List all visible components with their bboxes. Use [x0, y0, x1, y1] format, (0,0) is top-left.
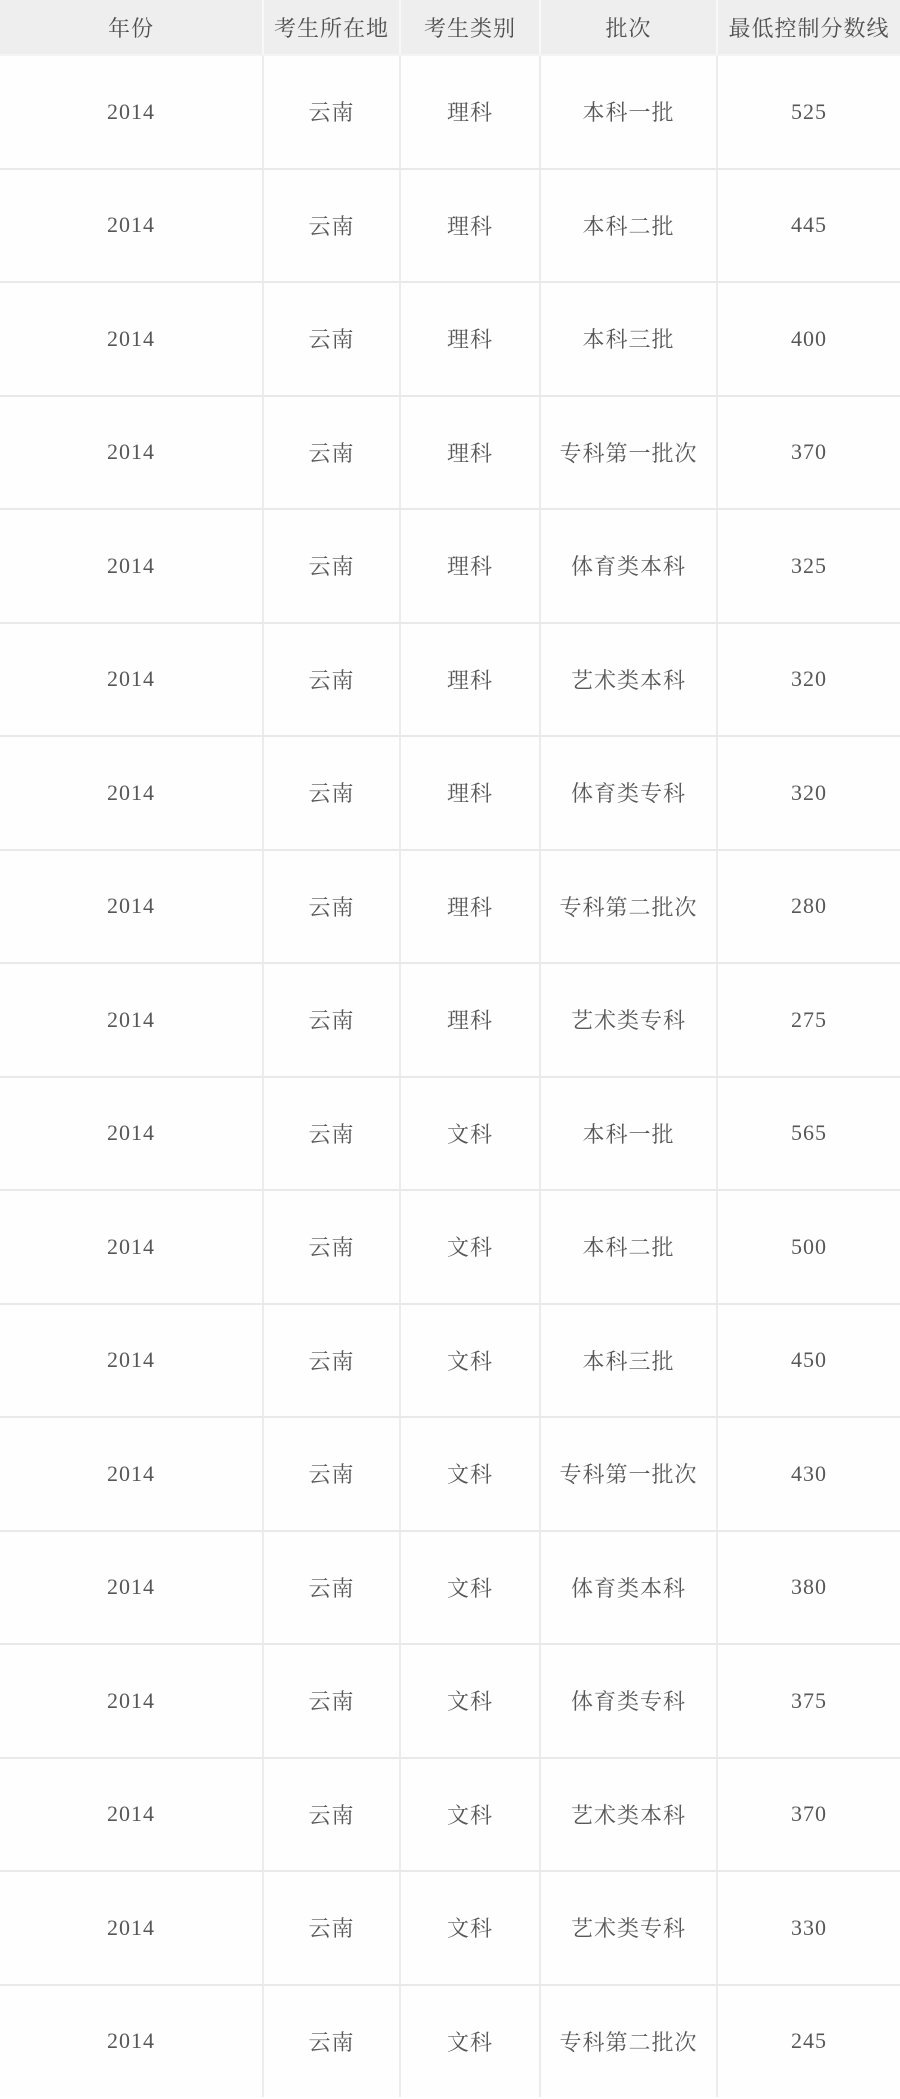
cell-score: 375 [717, 1644, 900, 1758]
table-row [0, 1531, 900, 1645]
cell-category: 理科 [400, 396, 540, 510]
cell-year: 2014 [0, 1871, 263, 1985]
cell-batch: 本科三批 [540, 1304, 717, 1418]
cell-year: 2014 [0, 55, 263, 169]
cell-region: 云南 [263, 509, 400, 623]
cell-region: 云南 [263, 396, 400, 510]
cell-batch: 本科二批 [540, 1190, 717, 1304]
cell-region: 云南 [263, 850, 400, 964]
cell-region: 云南 [263, 1304, 400, 1418]
cell-score: 450 [717, 1304, 900, 1418]
cell-category: 文科 [400, 1644, 540, 1758]
header-cell-batch: 批次 [540, 0, 717, 55]
cell-score: 280 [717, 850, 900, 964]
cell-score: 565 [717, 1077, 900, 1191]
cell-year: 2014 [0, 282, 263, 396]
table-row [0, 396, 900, 510]
table-row [0, 1644, 900, 1758]
cell-region: 云南 [263, 1077, 400, 1191]
table-row [0, 1190, 900, 1304]
cell-score: 400 [717, 282, 900, 396]
header-cell-region: 考生所在地 [263, 0, 400, 55]
cell-category: 文科 [400, 1077, 540, 1191]
table-row [0, 169, 900, 283]
table-row [0, 1985, 900, 2098]
cell-batch: 艺术类本科 [540, 623, 717, 737]
cell-year: 2014 [0, 1531, 263, 1645]
header-cell-category: 考生类别 [400, 0, 540, 55]
table-row [0, 55, 900, 169]
header-row [0, 0, 900, 55]
cell-category: 文科 [400, 1871, 540, 1985]
cell-category: 理科 [400, 736, 540, 850]
table-row [0, 736, 900, 850]
table-row [0, 1871, 900, 1985]
cell-year: 2014 [0, 623, 263, 737]
cell-year: 2014 [0, 1644, 263, 1758]
cell-year: 2014 [0, 963, 263, 1077]
cell-score: 500 [717, 1190, 900, 1304]
table-row [0, 1304, 900, 1418]
header-cell-score: 最低控制分数线 [717, 0, 900, 55]
cell-year: 2014 [0, 169, 263, 283]
cell-score: 245 [717, 1985, 900, 2098]
cell-region: 云南 [263, 736, 400, 850]
cell-score: 325 [717, 509, 900, 623]
cell-batch: 专科第二批次 [540, 850, 717, 964]
cell-batch: 本科二批 [540, 169, 717, 283]
table-row [0, 1758, 900, 1872]
table-row [0, 1417, 900, 1531]
cell-category: 理科 [400, 55, 540, 169]
cell-region: 云南 [263, 55, 400, 169]
cell-score: 330 [717, 1871, 900, 1985]
cell-region: 云南 [263, 1758, 400, 1872]
header-cell-year: 年份 [0, 0, 263, 55]
cell-score: 525 [717, 55, 900, 169]
cell-category: 文科 [400, 1304, 540, 1418]
cell-batch: 专科第一批次 [540, 396, 717, 510]
cell-batch: 体育类专科 [540, 736, 717, 850]
cell-category: 文科 [400, 1531, 540, 1645]
cell-category: 文科 [400, 1417, 540, 1531]
cell-region: 云南 [263, 623, 400, 737]
cell-year: 2014 [0, 1077, 263, 1191]
cell-category: 文科 [400, 1985, 540, 2098]
cell-batch: 艺术类专科 [540, 963, 717, 1077]
cell-batch: 专科第二批次 [540, 1985, 717, 2098]
cell-year: 2014 [0, 1190, 263, 1304]
cell-category: 理科 [400, 282, 540, 396]
table-row [0, 1077, 900, 1191]
cell-score: 445 [717, 169, 900, 283]
cell-category: 理科 [400, 509, 540, 623]
cell-category: 理科 [400, 623, 540, 737]
table-row [0, 623, 900, 737]
cell-score: 320 [717, 736, 900, 850]
cell-batch: 体育类本科 [540, 1531, 717, 1645]
cell-year: 2014 [0, 1304, 263, 1418]
table-row [0, 850, 900, 964]
cell-year: 2014 [0, 509, 263, 623]
cell-score: 320 [717, 623, 900, 737]
cell-region: 云南 [263, 282, 400, 396]
cell-batch: 艺术类专科 [540, 1871, 717, 1985]
cell-score: 370 [717, 1758, 900, 1872]
cell-region: 云南 [263, 1531, 400, 1645]
cell-score: 370 [717, 396, 900, 510]
cell-year: 2014 [0, 850, 263, 964]
cell-category: 文科 [400, 1758, 540, 1872]
cell-region: 云南 [263, 1644, 400, 1758]
cell-batch: 本科一批 [540, 1077, 717, 1191]
cell-score: 430 [717, 1417, 900, 1531]
table-row [0, 509, 900, 623]
cell-year: 2014 [0, 396, 263, 510]
cell-score: 275 [717, 963, 900, 1077]
cell-year: 2014 [0, 736, 263, 850]
table-row [0, 963, 900, 1077]
cell-year: 2014 [0, 1758, 263, 1872]
cell-category: 理科 [400, 169, 540, 283]
cell-batch: 体育类专科 [540, 1644, 717, 1758]
cell-batch: 本科三批 [540, 282, 717, 396]
table-row [0, 282, 900, 396]
cell-region: 云南 [263, 1985, 400, 2098]
cell-category: 文科 [400, 1190, 540, 1304]
cell-batch: 本科一批 [540, 55, 717, 169]
cell-year: 2014 [0, 1417, 263, 1531]
cell-region: 云南 [263, 1871, 400, 1985]
cell-category: 理科 [400, 850, 540, 964]
cell-batch: 艺术类本科 [540, 1758, 717, 1872]
cell-region: 云南 [263, 1417, 400, 1531]
cell-region: 云南 [263, 963, 400, 1077]
cell-region: 云南 [263, 1190, 400, 1304]
cell-batch: 体育类本科 [540, 509, 717, 623]
cell-score: 380 [717, 1531, 900, 1645]
cell-region: 云南 [263, 169, 400, 283]
cell-batch: 专科第一批次 [540, 1417, 717, 1531]
cell-category: 理科 [400, 963, 540, 1077]
cell-year: 2014 [0, 1985, 263, 2098]
